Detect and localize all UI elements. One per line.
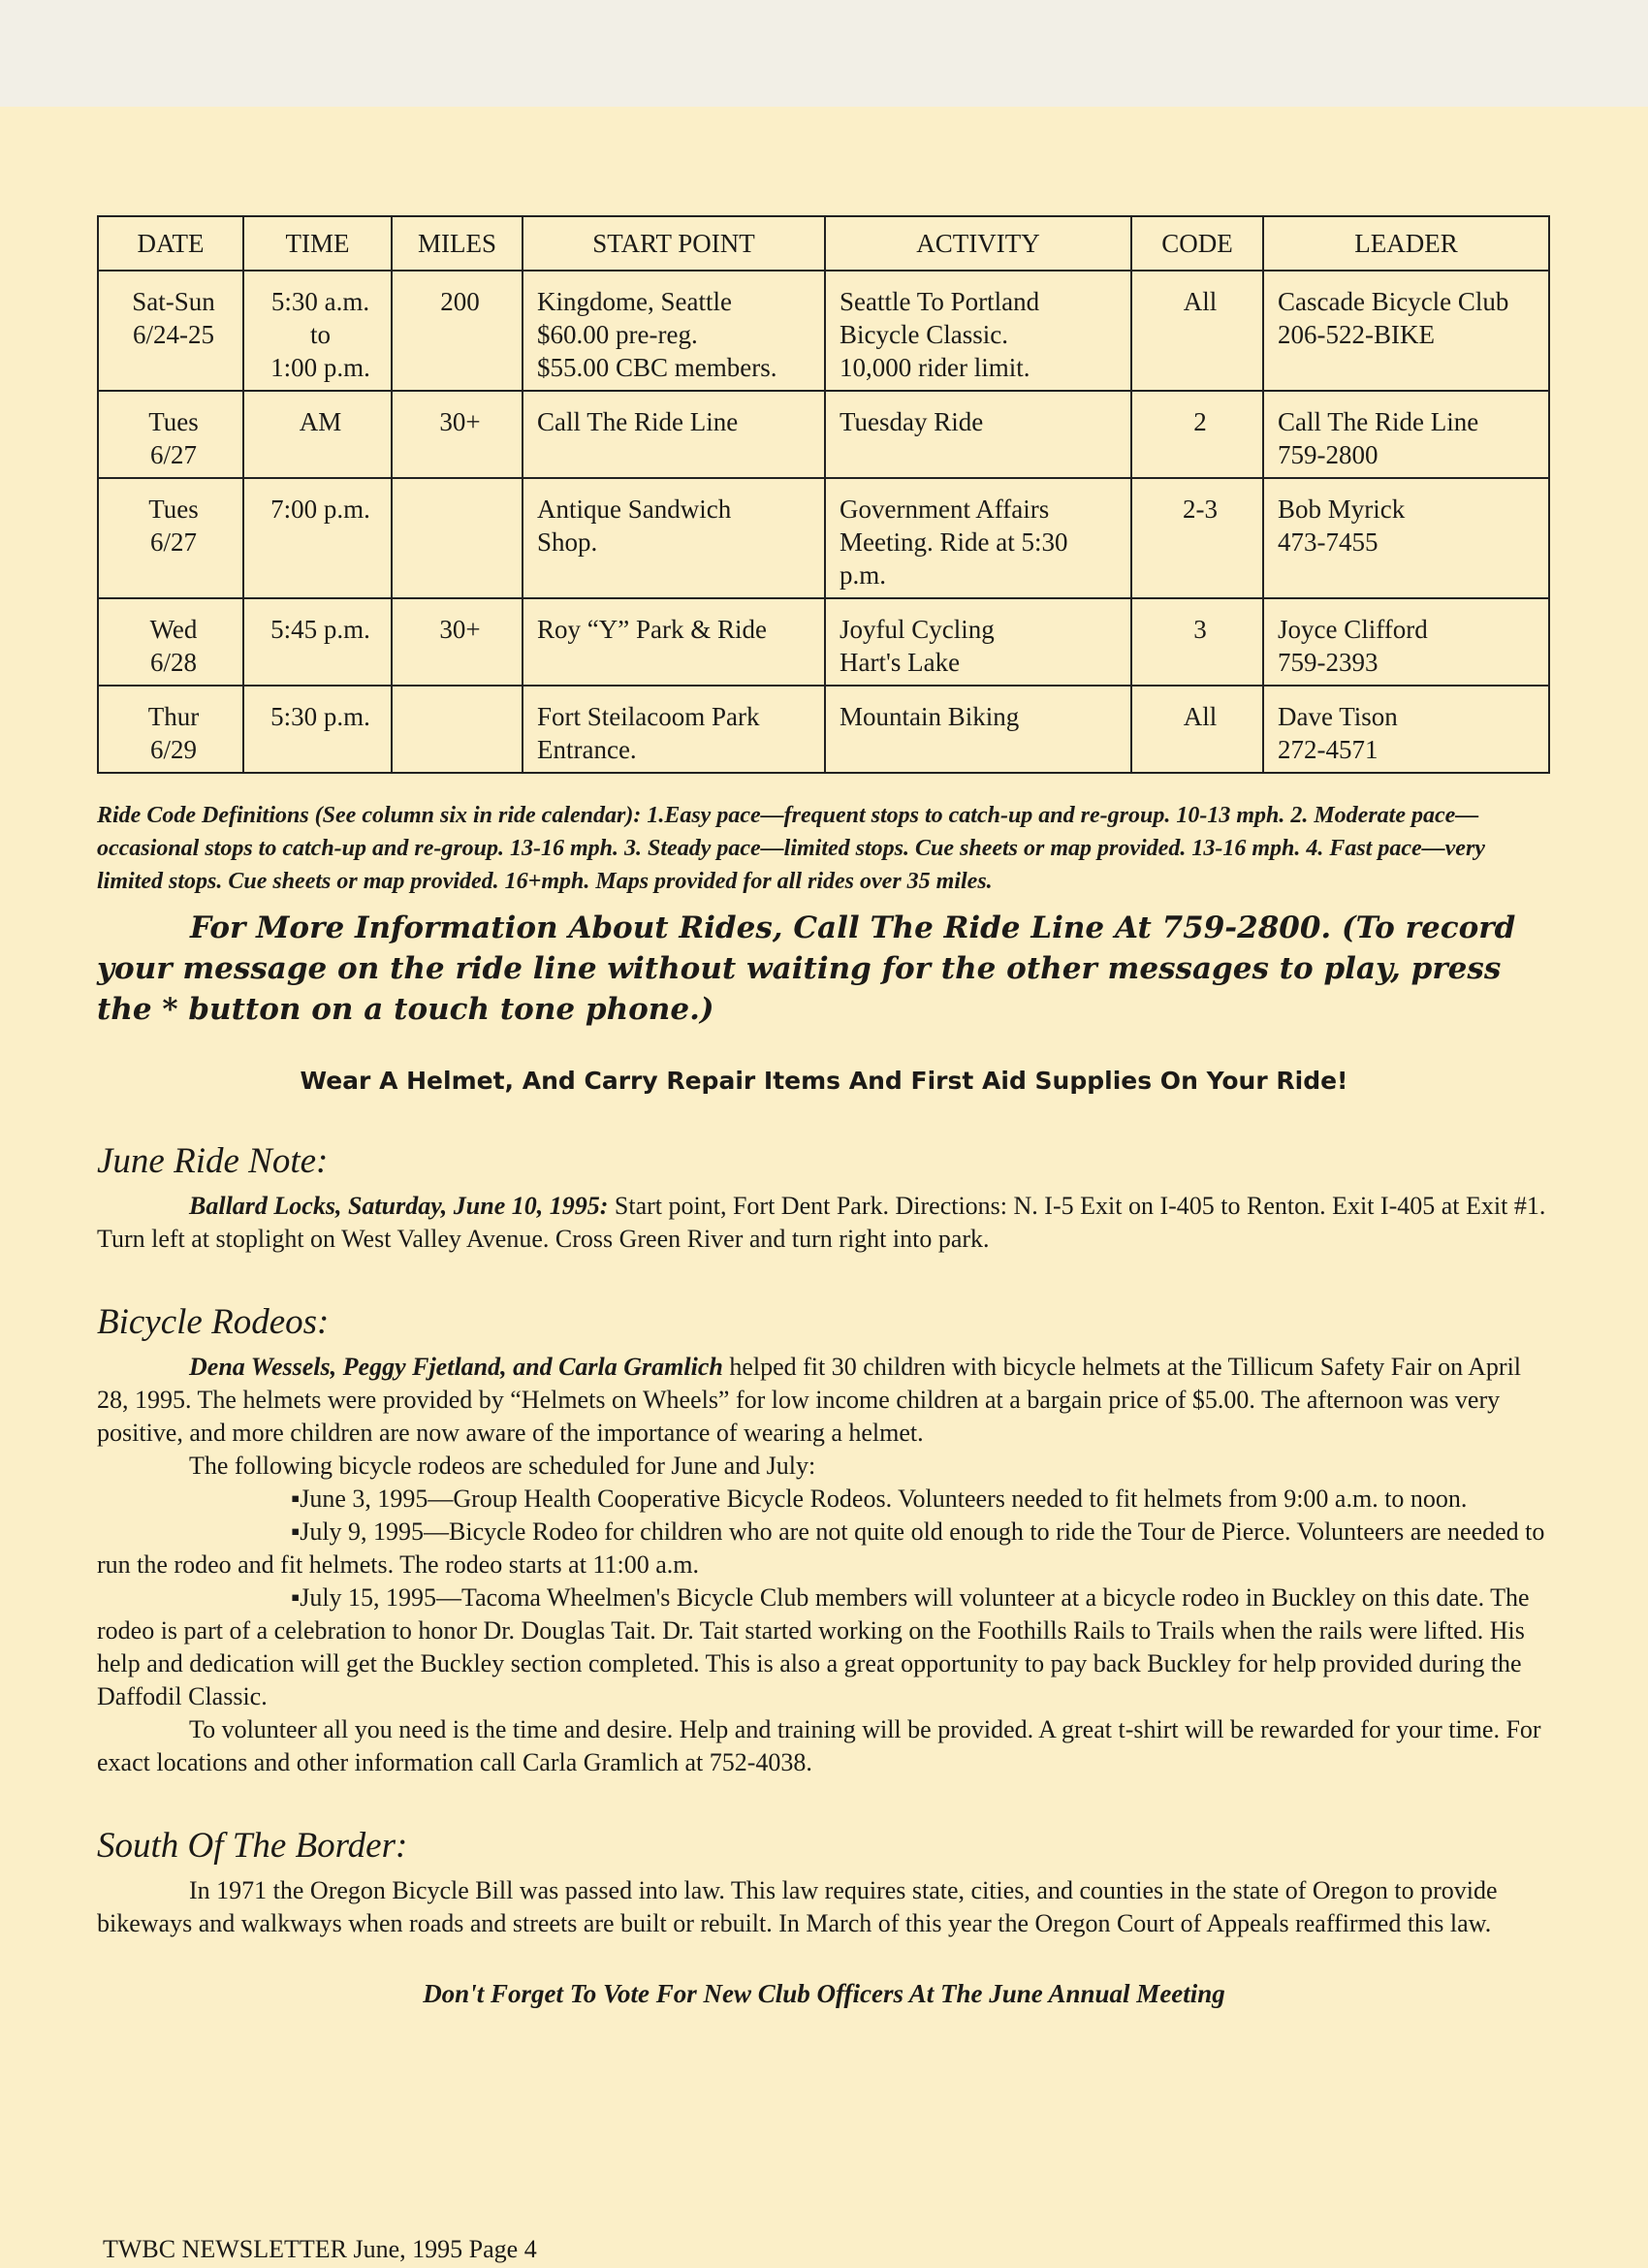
ride-line-info: For More Information About Rides, Call The Ride Line At 759-2800. (To record your message on the ride line without waiting for the other messages to play, press the * button on a touch tone phone.) bbox=[97, 910, 1516, 1027]
activity-cell bbox=[825, 391, 1131, 478]
start-line: Kingdome, Seattle bbox=[537, 287, 732, 316]
leader-line: Cascade Bicycle Club bbox=[1278, 287, 1509, 316]
time-cell bbox=[243, 598, 392, 686]
activity-line: Seattle To Portland bbox=[840, 287, 1040, 316]
table-row bbox=[98, 391, 1549, 478]
activity-cell bbox=[825, 478, 1131, 598]
date-line: Wed bbox=[149, 615, 198, 644]
rodeos-paragraph-1 bbox=[97, 1351, 1551, 1450]
june-ride-note-section bbox=[97, 1141, 1551, 1256]
activity-line: Mountain Biking bbox=[840, 702, 1020, 731]
leader-line: 272-4571 bbox=[1278, 735, 1379, 764]
miles-cell: 30+ bbox=[392, 598, 523, 686]
activity-cell bbox=[825, 271, 1131, 391]
miles-cell: 30+ bbox=[392, 391, 523, 478]
start-line: $55.00 CBC members. bbox=[537, 353, 777, 382]
june-ride-note-text bbox=[97, 1190, 1551, 1256]
miles-cell bbox=[392, 478, 523, 598]
ride-calendar-table bbox=[97, 215, 1550, 774]
leader-line: Joyce Clifford bbox=[1278, 615, 1428, 644]
start-line: $60.00 pre-reg. bbox=[537, 320, 698, 349]
leader-cell bbox=[1263, 598, 1549, 686]
rodeo-item-june-3: ▪June 3, 1995—Group Health Cooperative Bicycle Rodeos. Volunteers needed to fit helmets from 9:00 a.m. to noon. bbox=[291, 1485, 1468, 1513]
time-cell bbox=[243, 391, 392, 478]
header-date: DATE bbox=[98, 216, 243, 271]
header-miles: MILES bbox=[392, 216, 523, 271]
date-cell bbox=[98, 391, 243, 478]
leader-line: Dave Tison bbox=[1278, 702, 1398, 731]
date-line: Tues bbox=[148, 495, 199, 524]
header-leader: LEADER bbox=[1263, 216, 1549, 271]
table-row bbox=[98, 478, 1549, 598]
start-cell bbox=[523, 686, 825, 773]
header-start-point: START POINT bbox=[523, 216, 825, 271]
bicycle-rodeos-heading: Bicycle Rodeos: bbox=[97, 1302, 330, 1342]
south-of-border-text: In 1971 the Oregon Bicycle Bill was passed into law. This law requires state, cities, and counties in the state of Oregon to provide bikeways and walkways when roads and streets are built or rebuilt. In March of this year the Oregon Court of Appeals reaffirmed this law. bbox=[97, 1876, 1498, 1937]
code-cell: All bbox=[1131, 686, 1263, 773]
header-time: TIME bbox=[243, 216, 392, 271]
june-ride-note-lead: Ballard Locks, Saturday, June 10, 1995: bbox=[189, 1192, 609, 1220]
start-line: Antique Sandwich bbox=[537, 495, 732, 524]
leader-cell bbox=[1263, 271, 1549, 391]
start-cell bbox=[523, 271, 825, 391]
activity-line: p.m. bbox=[840, 560, 887, 590]
header-activity: ACTIVITY bbox=[825, 216, 1131, 271]
leader-cell bbox=[1263, 478, 1549, 598]
activity-cell bbox=[825, 598, 1131, 686]
date-line: 6/29 bbox=[149, 735, 197, 764]
activity-line: Hart's Lake bbox=[840, 648, 961, 677]
header-code: CODE bbox=[1131, 216, 1263, 271]
ride-code-definitions: Ride Code Definitions (See column six in ride calendar): 1.Easy pace—frequent stops to catch-up and re-group. 10-13 mph. 2. Moderate pace—occasional stops to catch-up and re-group. 13-16 mph. 3. Steady pace—limited stops. Cue sheets or map provided. 13-16 mph. 4. Fast pace—very limited stops. Cue sheets or map provided. 16+mph. Maps provided for all rides over 35 miles. bbox=[97, 803, 1485, 894]
leader-line: Call The Ride Line bbox=[1278, 407, 1479, 436]
start-line: Call The Ride Line bbox=[537, 407, 739, 436]
time-line: to bbox=[309, 320, 331, 349]
activity-line: Joyful Cycling bbox=[840, 615, 995, 644]
time-line: 1:00 p.m. bbox=[270, 353, 370, 382]
june-ride-note-heading: June Ride Note: bbox=[97, 1141, 329, 1181]
time-line: 5:30 a.m. bbox=[270, 287, 370, 316]
leader-line: 759-2393 bbox=[1278, 648, 1379, 677]
time-line: AM bbox=[299, 407, 342, 436]
code-cell: All bbox=[1131, 271, 1263, 391]
table-row bbox=[98, 598, 1549, 686]
date-line: Thur bbox=[147, 702, 200, 731]
south-of-border-heading: South Of The Border: bbox=[97, 1826, 408, 1866]
south-of-border-section bbox=[97, 1826, 1551, 1940]
time-line: 5:30 p.m. bbox=[270, 702, 370, 731]
rodeos-paragraph-3: To volunteer all you need is the time and desire. Help and training will be provided. A great t-shirt will be rewarded for your time. For exact locations and other information call Carla Gramlich at 752-4038. bbox=[97, 1715, 1541, 1776]
start-line: Shop. bbox=[537, 527, 598, 557]
start-line: Roy “Y” Park & Ride bbox=[537, 615, 767, 644]
date-line: 6/24-25 bbox=[133, 320, 214, 349]
activity-cell bbox=[825, 686, 1131, 773]
rodeos-paragraph-2: The following bicycle rodeos are scheduled for June and July: bbox=[189, 1452, 816, 1480]
code-cell: 2 bbox=[1131, 391, 1263, 478]
code-cell: 2-3 bbox=[1131, 478, 1263, 598]
leader-line: 473-7455 bbox=[1278, 527, 1379, 557]
ride-rows bbox=[98, 271, 1549, 773]
date-cell bbox=[98, 686, 243, 773]
leader-line: 759-2800 bbox=[1278, 440, 1379, 469]
date-cell bbox=[98, 478, 243, 598]
time-cell bbox=[243, 478, 392, 598]
activity-line: 10,000 rider limit. bbox=[840, 353, 1030, 382]
rodeo-item-july-15: ▪July 15, 1995—Tacoma Wheelmen's Bicycle Club members will volunteer at a bicycle rodeo in Buckley on this date. The rodeo is part of a celebration to honor Dr. Douglas Tait. Dr. Tait started working on the Foothills Rails to Trails when the rails were lifted. His help and dedication will get the Buckley section completed. This is also a great opportunity to pay back Buckley for help provided during the Daffodil Classic. bbox=[97, 1583, 1530, 1710]
newsletter-page bbox=[0, 107, 1648, 2268]
time-cell bbox=[243, 271, 392, 391]
activity-line: Government Affairs bbox=[840, 495, 1050, 524]
leader-cell bbox=[1263, 686, 1549, 773]
start-line: Entrance. bbox=[537, 735, 637, 764]
code-cell: 3 bbox=[1131, 598, 1263, 686]
leader-line: 206-522-BIKE bbox=[1278, 320, 1435, 349]
table-row bbox=[98, 271, 1549, 391]
activity-line: Tuesday Ride bbox=[840, 407, 984, 436]
june-ride-note-body: Start point, Fort Dent Park. Directions: N. I-5 Exit on I-405 to Renton. Exit I-405 at Exit #1. Turn left at stoplight on West Valley Avenue. Cross Green River and turn right into park. bbox=[97, 1192, 1546, 1253]
date-line: 6/27 bbox=[149, 440, 197, 469]
miles-cell bbox=[392, 686, 523, 773]
date-line: Sat-Sun bbox=[132, 287, 215, 316]
date-cell bbox=[98, 271, 243, 391]
activity-line: Bicycle Classic. bbox=[840, 320, 1008, 349]
helmet-notice: Wear A Helmet, And Carry Repair Items And First Aid Supplies On Your Ride! bbox=[300, 1067, 1348, 1095]
time-cell bbox=[243, 686, 392, 773]
start-cell bbox=[523, 598, 825, 686]
page-footer: TWBC NEWSLETTER June, 1995 Page 4 bbox=[103, 2235, 537, 2263]
date-line: 6/28 bbox=[149, 648, 197, 677]
leader-cell bbox=[1263, 391, 1549, 478]
table-row bbox=[98, 686, 1549, 773]
rodeos-lead: Dena Wessels, Peggy Fjetland, and Carla Gramlich bbox=[189, 1353, 723, 1381]
rodeo-item-july-9: ▪July 9, 1995—Bicycle Rodeo for children who are not quite old enough to ride the Tour de Pierce. Volunteers are needed to run the rodeo and fit helmets. The rodeo starts at 11:00 a.m. bbox=[97, 1517, 1545, 1579]
start-cell bbox=[523, 391, 825, 478]
bicycle-rodeos-section bbox=[97, 1302, 1551, 1779]
date-line: 6/27 bbox=[149, 527, 197, 557]
leader-line: Bob Myrick bbox=[1278, 495, 1406, 524]
date-line: Tues bbox=[148, 407, 199, 436]
page-content bbox=[97, 215, 1551, 2009]
table-header-row bbox=[98, 216, 1549, 271]
date-cell bbox=[98, 598, 243, 686]
miles-cell: 200 bbox=[392, 271, 523, 391]
time-line: 5:45 p.m. bbox=[270, 615, 370, 644]
rodeos-p1-body: helped fit 30 children with bicycle helmets at the Tillicum Safety Fair on April 28, 1995. The helmets were provided by “Helmets on Wheels” for low income children at a bargain price of $5.00. The afternoon was very positive, and more children are now aware of the importance of wearing a helmet. bbox=[97, 1353, 1522, 1447]
start-line: Fort Steilacoom Park bbox=[537, 702, 760, 731]
activity-line: Meeting. Ride at 5:30 bbox=[840, 527, 1068, 557]
start-cell bbox=[523, 478, 825, 598]
time-line: 7:00 p.m. bbox=[270, 495, 370, 524]
vote-notice: Don't Forget To Vote For New Club Officers At The June Annual Meeting bbox=[423, 1979, 1225, 2008]
